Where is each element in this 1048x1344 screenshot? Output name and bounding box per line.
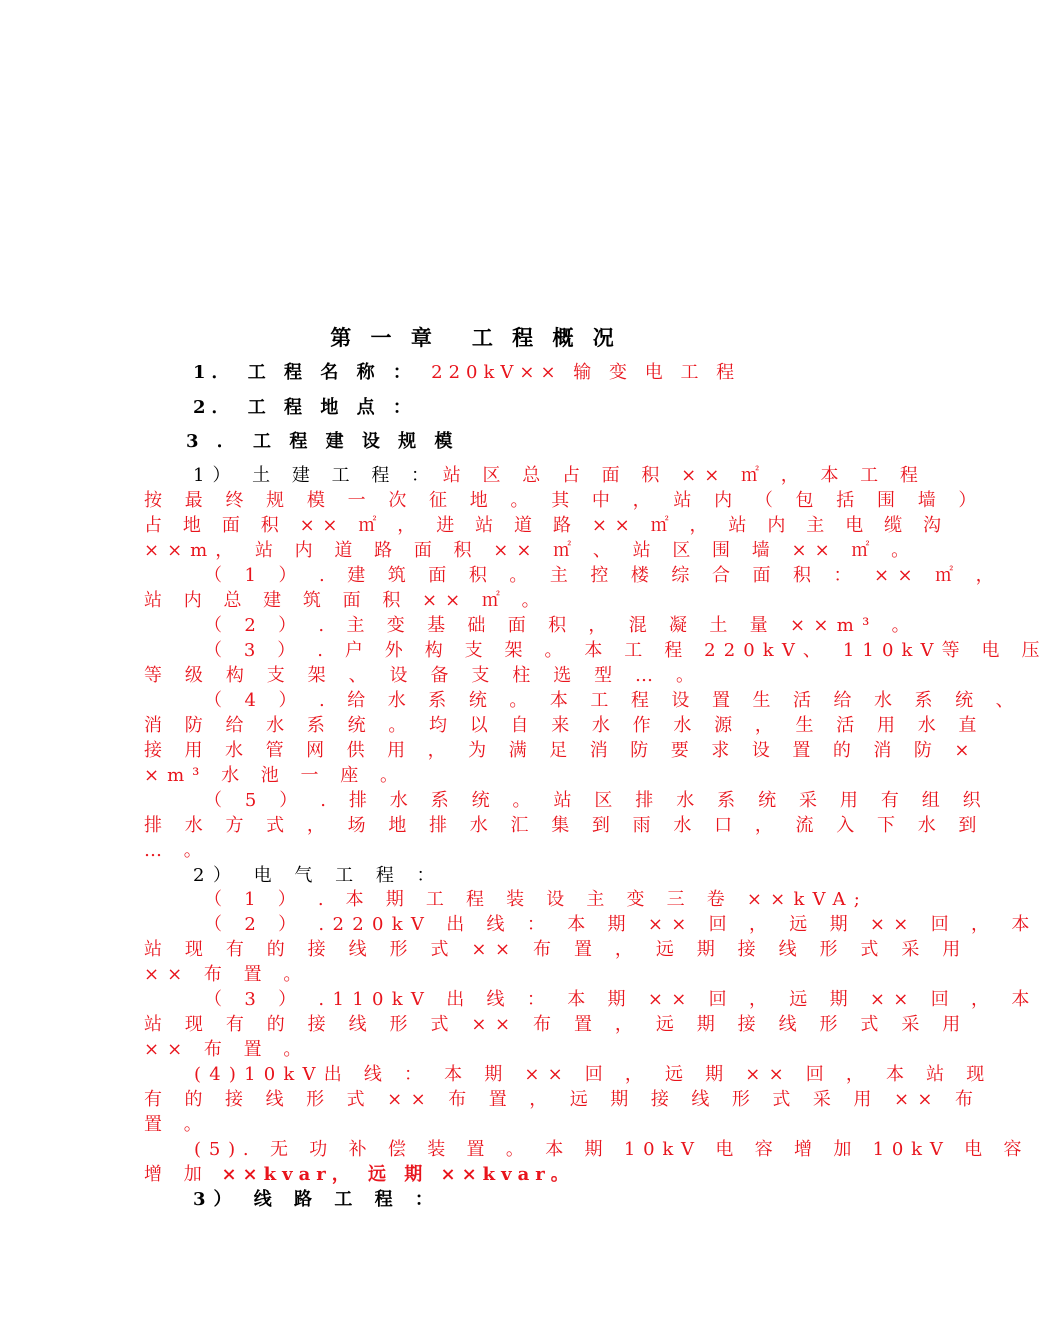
- electric-item-2b: 站 现 有 的 接 线 形 式 ×× 布 置 ， 远 期 接 线 形 式 采 用: [144, 939, 969, 960]
- civil-text-1: 站 区 总 占 面 积 ×× ㎡ ， 本 工 程: [442, 465, 926, 486]
- electric-item-2c: ×× 布 置 。: [144, 964, 310, 985]
- civil-item-5b: 排 水 方 式 ， 场 地 排 水 汇 集 到 雨 水 口 ， 流 入 下 水 到: [144, 815, 985, 836]
- civil-item-5c: … 。: [144, 840, 210, 861]
- civil-item-4c: 接 用 水 管 网 供 用 ， 为 满 足 消 防 要 求 设 置 的 消 防 ×: [144, 740, 978, 761]
- section-3-label: 3 ． 工 程 建 设 规 模: [186, 431, 459, 452]
- chapter-name: 工 程 概 况: [471, 325, 620, 350]
- civil-item-1a: （ 1 ） . 建 筑 面 积 。 主 控 楼 综 合 面 积 ： ×× ㎡ ，: [204, 565, 1003, 586]
- civil-item-5a: （ 5 ） . 排 水 系 统 。 站 区 排 水 系 统 采 用 有 组 织: [204, 790, 990, 811]
- chapter-number: 第 一 章: [330, 325, 438, 350]
- civil-item-4a: （ 4 ） . 给 水 系 统 。 本 工 程 设 置 生 活 给 水 系 统 、: [204, 690, 1023, 711]
- project-name: 220kV×× 输 变 电 工 程: [431, 362, 741, 383]
- electric-item-5a: (5). 无 功 补 偿 装 置 。 本 期 10kV 电 容 增 加 10kV 电 容: [194, 1139, 1030, 1160]
- electric-item-3a: （ 3 ） .110kV 出 线 ： 本 期 ×× 回 ， 远 期 ×× 回 ， 本: [204, 989, 1038, 1010]
- civil-heading: 1） 土 建 工 程 ：: [193, 465, 438, 486]
- civil-item-4b: 消 防 给 水 系 统 。 均 以 自 来 水 作 水 源 ， 生 活 用 水 直: [144, 715, 985, 736]
- electric-item-1: （ 1 ） . 本 期 工 程 装 设 主 变 三 卷 ××kVA;: [204, 889, 868, 910]
- section-1-label: 1． 工 程 名 称 ：: [193, 362, 417, 383]
- section-2-label: 2． 工 程 地 点 ：: [193, 397, 417, 418]
- civil-text-4: ××m， 站 内 道 路 面 积 ×× ㎡ 、 站 区 围 墙 ×× ㎡ 。: [144, 540, 918, 561]
- electric-item-2a: （ 2 ） .220kV 出 线 ： 本 期 ×× 回 ， 远 期 ×× 回 ， 本: [204, 914, 1038, 935]
- electric-item-5b-plain: 增 加: [144, 1164, 210, 1185]
- electric-item-5b-bold: ××kvar， 远 期 ××kvar。: [221, 1164, 575, 1185]
- chapter-title: [0, 322, 950, 352]
- section-1: [193, 361, 740, 385]
- electric-item-4a: (4)10kV出 线 ： 本 期 ×× 回 ， 远 期 ×× 回 ， 本 站 现: [194, 1064, 993, 1085]
- civil-text-3: 占 地 面 积 ×× ㎡ ， 进 站 道 路 ×× ㎡ ， 站 内 主 电 缆 沟: [144, 515, 949, 536]
- civil-item-2: （ 2 ） . 主 变 基 础 面 积 ， 混 凝 土 量 ××m³ 。: [204, 615, 918, 636]
- line-engineering-heading: 3） 线 路 工 程 ：: [193, 1189, 441, 1210]
- civil-item-1b: 站 内 总 建 筑 面 积 ×× ㎡ 。: [144, 590, 548, 611]
- electric-item-3c: ×× 布 置 。: [144, 1039, 310, 1060]
- civil-item-3b: 等 级 构 支 架 、 设 备 支 柱 选 型 … 。: [144, 665, 703, 686]
- electric-item-3b: 站 现 有 的 接 线 形 式 ×× 布 置 ， 远 期 接 线 形 式 采 用: [144, 1014, 969, 1035]
- electric-item-4b: 有 的 接 线 形 式 ×× 布 置 ， 远 期 接 线 形 式 采 用 ×× 布: [144, 1089, 982, 1110]
- civil-text-2: 按 最 终 规 模 一 次 征 地 。 其 中 ， 站 内 （ 包 括 围 墙 ）: [144, 490, 985, 511]
- civil-item-4d: ×m³ 水 池 一 座 。: [144, 765, 406, 786]
- civil-line-1: [193, 464, 926, 488]
- electric-item-5b: [144, 1163, 575, 1187]
- electric-item-4c: 置 。: [144, 1114, 210, 1135]
- civil-item-3a: （ 3 ） . 户 外 构 支 架 。 本 工 程 220kV、 110kV等 电 压: [204, 640, 1048, 661]
- electric-heading: 2） 电 气 工 程 ：: [193, 865, 444, 886]
